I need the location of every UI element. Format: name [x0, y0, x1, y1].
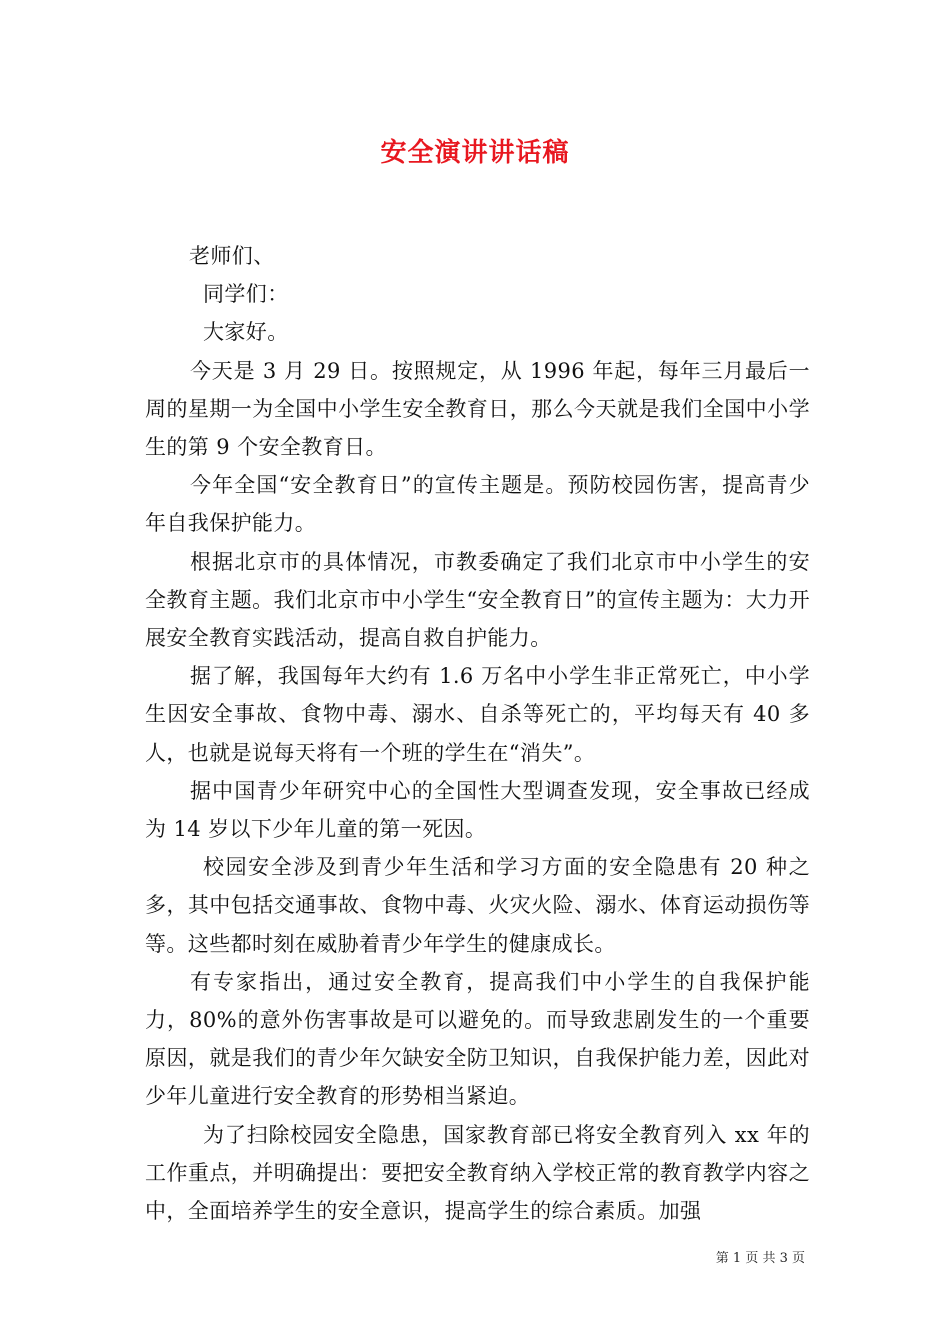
paragraph-4: 据了解，我国每年大约有 1.6 万名中小学生非正常死亡，中小学生因安全事故、食物中毒、溺水、自杀等死亡的，平均每天有 40 多人，也就是说每天将有一个班的学生在“消失”。 [145, 664, 810, 765]
paragraph-3: 根据北京市的具体情况，市教委确定了我们北京市中小学生的安全教育主题。我们北京市中小学生“安全教育日”的宣传主题为：大力开展安全教育实践活动，提高自救自护能力。 [145, 549, 810, 651]
salutation-greeting: 大家好。 [203, 320, 289, 345]
salutation-teachers: 老师们、 [189, 244, 275, 268]
paragraph-8: 为了扫除校园安全隐患，国家教育部已将安全教育列入 xx 年的工作重点，并明确提出：要把安全教育纳入学校正常的教育教学内容之中，全面培养学生的安全意识，提高学生的综合素质。加强 [145, 1122, 810, 1224]
paragraph-5: 据中国青少年研究中心的全国性大型调查发现，安全事故已经成为 14 岁以下少年儿童的第一死因。 [145, 778, 810, 842]
page-number-footer: 第 1 页 共 3 页 [715, 1251, 805, 1266]
paragraph-2: 今年全国“安全教育日”的宣传主题是。预防校园伤害，提高青少年自我保护能力。 [145, 473, 810, 536]
paragraph-6: 校园安全涉及到青少年生活和学习方面的安全隐患有 20 种之多，其中包括交通事故、食物中毒、火灾火险、溺水、体育运动损伤等等。这些都时刻在威胁着青少年学生的健康成长。 [145, 855, 810, 956]
document-body [145, 237, 810, 1230]
salutation-students: 同学们： [203, 282, 289, 307]
document-title: 安全演讲讲话稿 [380, 138, 570, 168]
paragraph-1: 今天是 3 月 29 日。按照规定，从 1996 年起，每年三月最后一周的星期一为全国中小学生安全教育日，那么今天就是我们全国中小学生的第 9 个安全教育日。 [145, 358, 810, 460]
paragraph-7: 有专家指出，通过安全教育，提高我们中小学生的自我保护能力，80%的意外伤害事故是可以避免的。而导致悲剧发生的一个重要原因，就是我们的青少年欠缺安全防卫知识，自我保护能力差，因此对少年儿童进行安全教育的形势相当紧迫。 [145, 969, 810, 1109]
